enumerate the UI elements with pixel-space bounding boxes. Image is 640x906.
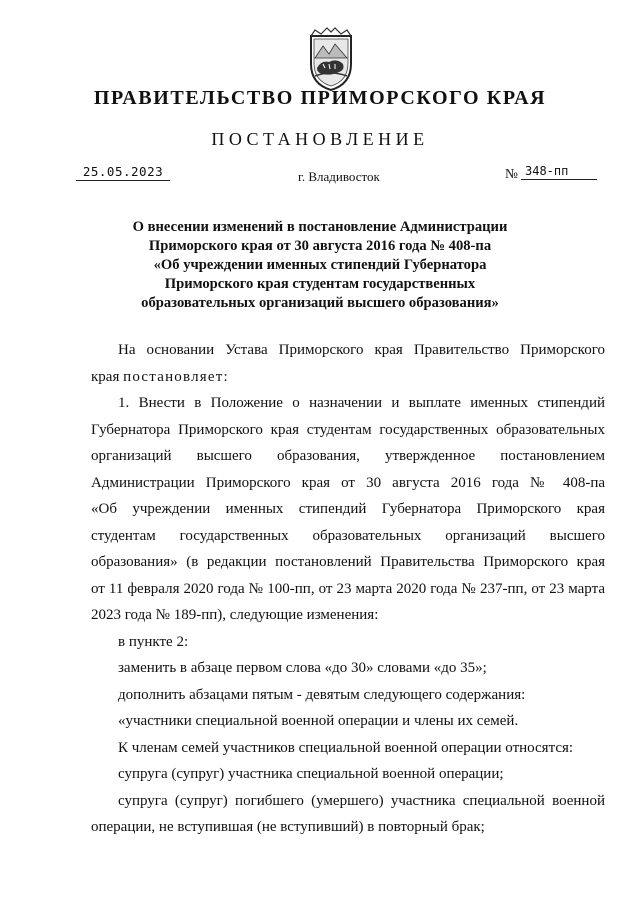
subject-line: О внесении изменений в постановление Администрации bbox=[132, 219, 508, 235]
text-line: образования» (в редакции постановлений Правительства Приморского края bbox=[91, 554, 605, 570]
text-line: организаций высшего образования, утвержденное постановлением bbox=[91, 448, 605, 464]
text-line: На основании Устава Приморского края Правительство Приморского bbox=[118, 342, 605, 358]
coat-of-arms-emblem bbox=[301, 24, 361, 92]
text-line: в пункте 2: bbox=[118, 633, 189, 650]
text-line: Администрации Приморского края от 30 августа 2016 года № 408-па bbox=[91, 474, 605, 491]
document-number: 348-пп bbox=[521, 164, 597, 180]
document-body bbox=[91, 337, 605, 841]
document-subject bbox=[0, 218, 640, 313]
text-line: 1. Внести в Положение о назначении и выплате именных стипендий bbox=[118, 395, 605, 411]
text-line: «участники специальной военной операции и члены их семей. bbox=[118, 713, 519, 729]
text-line bbox=[91, 364, 605, 391]
subject-line: Приморского края студентам государственных bbox=[164, 276, 476, 292]
text-line: заменить в абзаце первом слова «до 30» словами «до 35»; bbox=[118, 660, 487, 676]
text-line: супруга (супруг) погибшего (умершего) участника специальной военной bbox=[118, 792, 605, 809]
text-line: «Об учреждении именных стипендий Губернатора Приморского края bbox=[91, 501, 605, 517]
text-line: К членам семей участников специальной военной операции относятся: bbox=[118, 739, 574, 756]
text-line: 2023 года № 189-пп), следующие изменения: bbox=[91, 607, 379, 623]
text-line: супруга (супруг) участника специальной военной операции; bbox=[118, 766, 504, 782]
text-fragment: постановляет: bbox=[123, 368, 229, 385]
document-type: ПОСТАНОВЛЕНИЕ bbox=[211, 129, 429, 149]
document-date: 25.05.2023 bbox=[76, 164, 170, 181]
number-label: № bbox=[505, 166, 518, 181]
text-line: от 11 февраля 2020 года № 100-пп, от 23 марта 2020 года № 237-пп, от 23 марта bbox=[91, 580, 605, 597]
subject-line: Приморского края от 30 августа 2016 года № 408-па bbox=[148, 238, 492, 254]
subject-line: «Об учреждении именных стипендий Губернатора bbox=[153, 257, 487, 273]
text-fragment: края bbox=[91, 368, 120, 385]
organization-title: ПРАВИТЕЛЬСТВО ПРИМОРСКОГО КРАЯ bbox=[93, 87, 547, 109]
subject-line: образовательных организаций высшего образования» bbox=[141, 295, 499, 311]
text-line: дополнить абзацами пятым - девятым следующего содержания: bbox=[118, 686, 526, 703]
text-line: операции, не вступившая (не вступивший) в повторный брак; bbox=[91, 819, 485, 835]
text-line: студентам государственных образовательных организаций высшего bbox=[91, 527, 605, 544]
document-city: г. Владивосток bbox=[298, 169, 380, 184]
text-line: Губернатора Приморского края студентам государственных образовательных bbox=[91, 421, 605, 438]
